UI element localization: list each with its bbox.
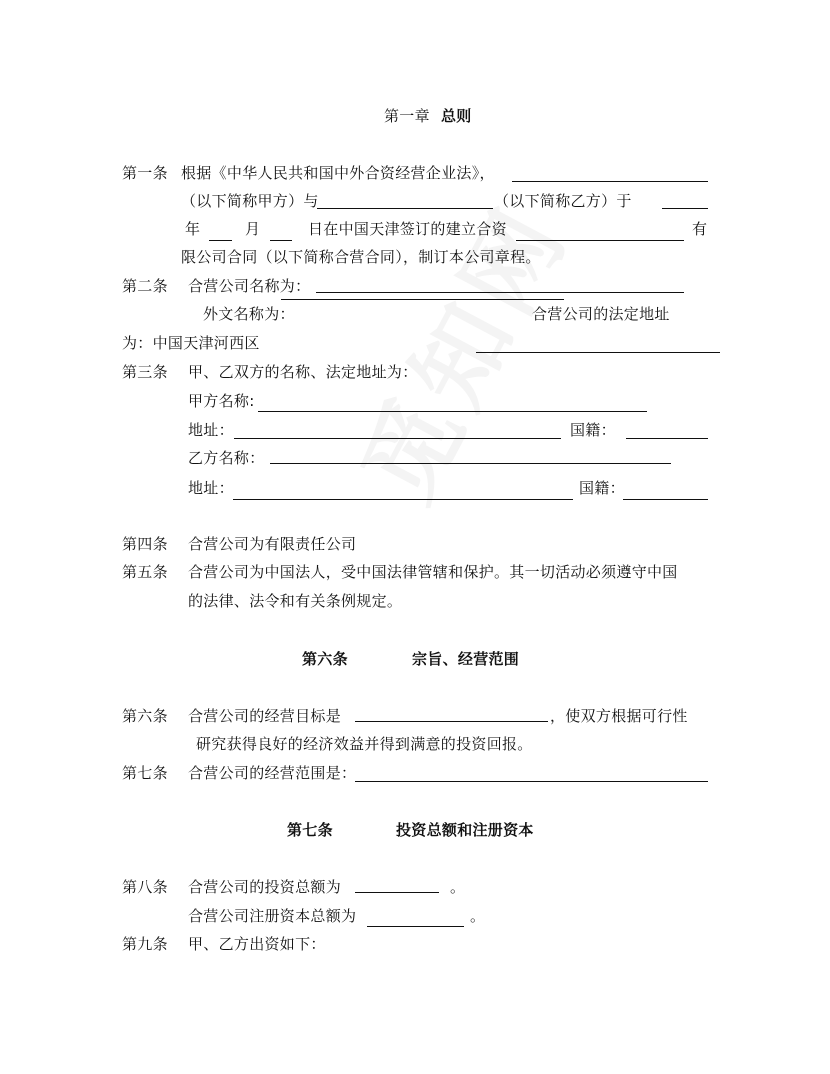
blank-line: [317, 208, 493, 209]
article-5-label: 第五条: [122, 563, 168, 581]
blank-line: [367, 926, 464, 927]
article-2-label: 第二条: [122, 277, 168, 295]
article-4-label: 第四条: [122, 535, 168, 553]
party-a-name-label: 甲方名称:: [188, 392, 255, 410]
article-2-line-1: 合营公司名称为：: [188, 277, 311, 295]
blank-line: [476, 352, 720, 353]
article-6-line-1b: ，使双方根据可行性: [550, 707, 688, 725]
article-2-line-2b: 合营公司的法定地址: [532, 305, 670, 323]
section-6-prefix: 第六条: [302, 650, 348, 668]
article-7-text: 合营公司的经营范围是：: [188, 764, 357, 782]
article-9-label: 第九条: [122, 935, 168, 953]
blank-line: [233, 499, 573, 500]
blank-line: [355, 721, 548, 722]
blank-line: [355, 892, 439, 893]
article-1-line-2a: （以下简称甲方）与: [181, 192, 319, 210]
article-2-line-2: 外文名称为：: [203, 305, 295, 323]
blank-line: [270, 463, 671, 464]
section-6-title: 宗旨、经营范围: [412, 650, 520, 668]
chapter-title: 总则: [440, 107, 472, 125]
article-1-line-2b: （以下简称乙方）于: [494, 192, 632, 210]
article-1-label: 第一条: [122, 164, 168, 182]
article-2-line-3: 为：中国天津河西区: [122, 334, 260, 352]
blank-line: [270, 240, 292, 241]
blank-line: [355, 781, 708, 782]
chapter-heading: [384, 106, 472, 126]
article-6-line-1a: 合营公司的经营目标是: [188, 707, 342, 725]
article-1-line-3c: 日在中国天津签订的建立合资: [308, 220, 507, 238]
article-1-year: 年: [185, 220, 201, 238]
party-a-address-label: 地址：: [188, 421, 234, 439]
blank-line: [512, 181, 708, 182]
article-4-text: 合营公司为有限责任公司: [188, 535, 357, 553]
article-8-label: 第八条: [122, 878, 168, 896]
blank-line: [258, 411, 647, 412]
article-3-label: 第三条: [122, 363, 168, 381]
blank-line: [626, 438, 708, 439]
party-b-address-label: 地址：: [188, 479, 234, 497]
article-3-line-1: 甲、乙双方的名称、法定地址为：: [188, 363, 418, 381]
party-b-name-label: 乙方名称：: [188, 449, 265, 467]
article-9-text: 甲、乙方出资如下：: [188, 935, 326, 953]
blank-line: [316, 292, 684, 293]
party-b-nationality-label: 国籍：: [579, 479, 625, 497]
article-8-line-2: 合营公司注册资本总额为: [188, 907, 357, 925]
article-1-month: 月: [245, 220, 261, 238]
article-1-line-3d: 有: [692, 220, 708, 238]
party-a-nationality-label: 国籍：: [570, 421, 616, 439]
article-8-line-1: 合营公司的投资总额为: [188, 878, 342, 896]
article-6-line-2: 研究获得良好的经济效益并得到满意的投资回报。: [196, 735, 533, 753]
blank-line: [281, 299, 564, 300]
blank-line: [662, 208, 708, 209]
blank-line: [209, 240, 232, 241]
chapter-prefix: 第一章: [384, 107, 430, 125]
blank-line: [623, 499, 708, 500]
section-7-title: 投资总额和注册资本: [396, 821, 534, 839]
article-1-line-1: 根据《中华人民共和国中外合资经营企业法》，: [181, 164, 495, 182]
section-7-prefix: 第七条: [287, 821, 333, 839]
blank-line: [234, 438, 561, 439]
article-6-label: 第六条: [122, 707, 168, 725]
article-8-line-1-end: 。: [450, 878, 466, 896]
article-7-label: 第七条: [122, 764, 168, 782]
article-5-line-1: 合营公司为中国法人，受中国法律管辖和保护。其一切活动必须遵守中国: [188, 563, 678, 581]
article-1-line-4: 限公司合同（以下简称合营合同），制订本公司章程。: [181, 248, 541, 266]
article-8-line-2-end: 。: [470, 907, 486, 925]
article-5-line-2: 的法律、法令和有关条例规定。: [188, 592, 403, 610]
blank-line: [516, 240, 684, 241]
